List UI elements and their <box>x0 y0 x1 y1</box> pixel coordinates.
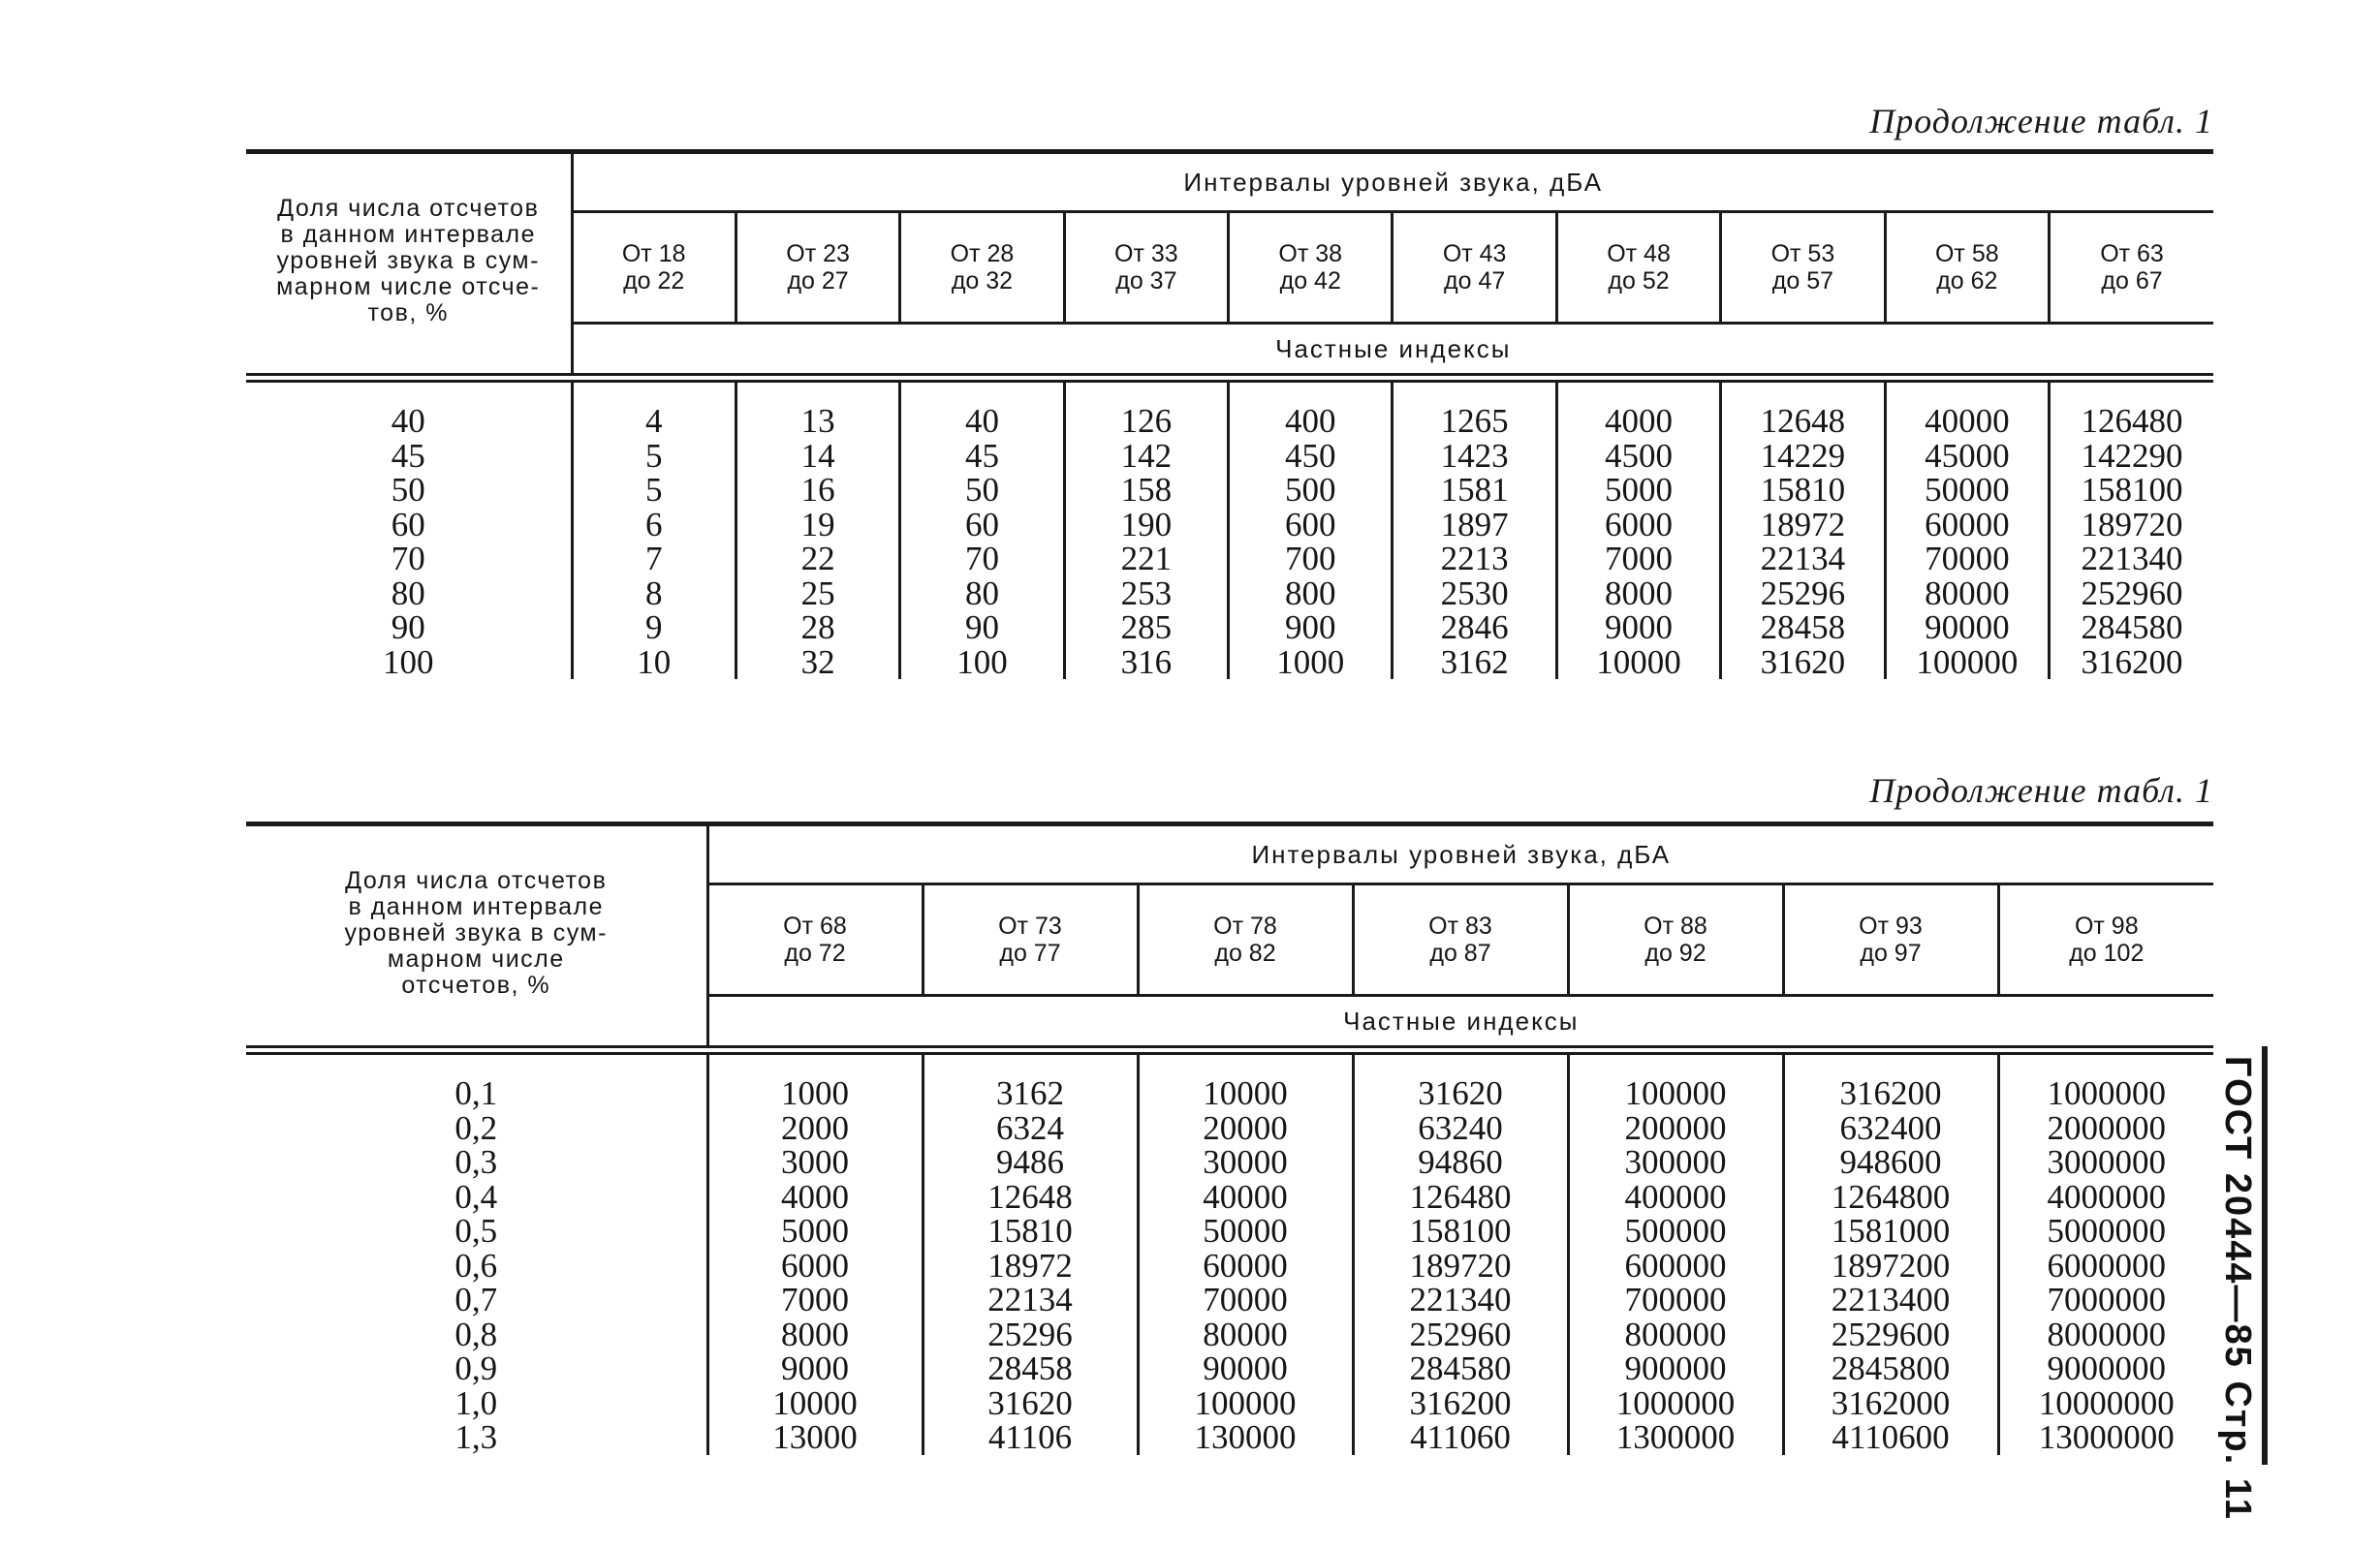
table2-header-row <box>246 824 2213 884</box>
range-header <box>1229 212 1393 324</box>
table-cell: 100000 <box>1568 1076 1783 1111</box>
table-cell: 6000 <box>707 1249 923 1284</box>
double-rule <box>246 1047 2213 1054</box>
row-label: 0,8 <box>246 1318 707 1352</box>
table-cell: 25296 <box>923 1318 1138 1352</box>
table-row <box>246 576 2213 611</box>
table-cell: 8 <box>572 576 736 611</box>
table-cell: 8000 <box>1556 576 1720 611</box>
table-cell: 142290 <box>2081 436 2183 475</box>
table-cell: 2000000 <box>2047 1108 2167 1147</box>
spacer-cell <box>1721 382 1885 405</box>
range-header <box>1353 884 1568 996</box>
row-header-line: в данном интервале <box>280 220 536 248</box>
double-rule-gap <box>246 1048 2213 1052</box>
table-cell: 800 <box>1229 576 1393 611</box>
table-cell: 80000 <box>1138 1318 1353 1352</box>
table-cell: 10000 <box>1138 1076 1353 1111</box>
double-rule-gap <box>246 376 2213 380</box>
row-label: 0,1 <box>246 1076 707 1111</box>
table1-double-rule <box>246 375 2213 382</box>
table-row <box>246 1351 2213 1386</box>
table2-double-rule <box>246 1047 2213 1054</box>
table-row <box>246 1420 2213 1455</box>
table-cell: 1000 <box>707 1076 923 1111</box>
table-cell: 190 <box>1064 508 1228 542</box>
table2-caption: Продолжение табл. 1 <box>1869 771 2213 810</box>
range-line: От 38 <box>1278 240 1343 267</box>
table-cell: 25296 <box>1721 576 1885 611</box>
spacer-cell <box>900 382 1064 405</box>
table-cell: 50000 <box>1885 473 2049 508</box>
row-header-line: тов, % <box>367 298 449 326</box>
row-header-line: уровней звука в сум- <box>276 246 540 274</box>
table-cell: 5 <box>572 439 736 474</box>
range-header <box>707 884 923 996</box>
table-cell: 31620 <box>1721 645 1885 680</box>
table-cell: 1423 <box>1393 439 1556 474</box>
table-cell: 316200 <box>1783 1076 1998 1111</box>
table-cell: 126480 <box>1353 1180 1568 1215</box>
table-cell: 9 <box>572 610 736 645</box>
row-label: 1,3 <box>246 1420 707 1455</box>
table-row <box>246 1076 2213 1111</box>
table-cell: 30000 <box>1138 1145 1353 1180</box>
spacer-cell <box>1229 382 1393 405</box>
table1-spacer <box>246 382 2213 405</box>
range-line: до 22 <box>623 267 685 294</box>
table-cell: 800000 <box>1568 1318 1783 1352</box>
table-cell: 316 <box>1064 645 1228 680</box>
range-line: От 68 <box>783 913 847 940</box>
table-cell: 12648 <box>923 1180 1138 1215</box>
spacer-cell <box>1783 1054 1998 1077</box>
table-cell: 40000 <box>1885 404 2049 439</box>
table-cell: 400000 <box>1568 1180 1783 1215</box>
range-line: От 53 <box>1770 240 1835 267</box>
table-cell: 100000 <box>1138 1386 1353 1421</box>
table-cell: 45 <box>900 439 1064 474</box>
table-cell: 13000000 <box>2038 1418 2175 1456</box>
range-header <box>1783 884 1998 996</box>
table-cell: 90000 <box>1885 610 2049 645</box>
range-line: до 77 <box>999 940 1061 967</box>
table-cell: 94860 <box>1353 1145 1568 1180</box>
table-cell: 28458 <box>923 1351 1138 1386</box>
table-cell: 25 <box>736 576 899 611</box>
range-line: От 78 <box>1213 913 1277 940</box>
range-line: до 57 <box>1771 267 1834 294</box>
table-row <box>246 404 2213 439</box>
table-cell: 7000 <box>707 1283 923 1318</box>
table1 <box>246 149 2213 679</box>
table-row <box>246 1145 2213 1180</box>
range-header <box>1568 884 1783 996</box>
table-cell: 316200 <box>1353 1386 1568 1421</box>
table-row <box>246 1111 2213 1146</box>
table-cell: 1000000 <box>1568 1386 1783 1421</box>
table-cell: 2846 <box>1393 610 1556 645</box>
spacer-cell <box>1064 382 1228 405</box>
table-cell: 700000 <box>1568 1283 1783 1318</box>
table-cell: 1000000 <box>2047 1074 2167 1112</box>
table-cell: 1581000 <box>1783 1214 1998 1249</box>
table-cell: 158100 <box>2081 471 2183 509</box>
spacer-cell <box>1353 1054 1568 1077</box>
table-cell: 100 <box>900 645 1064 680</box>
table-cell: 8000 <box>707 1318 923 1352</box>
row-label: 1,0 <box>246 1386 707 1421</box>
table-cell: 32 <box>736 645 899 680</box>
table-cell: 900000 <box>1568 1351 1783 1386</box>
table-cell: 50000 <box>1138 1214 1353 1249</box>
range-header <box>1998 884 2213 996</box>
table-cell: 100000 <box>1885 645 2049 680</box>
table-cell: 2529600 <box>1783 1318 1998 1352</box>
table-cell: 2213 <box>1393 542 1556 576</box>
table-cell: 10000 <box>1556 645 1720 680</box>
range-line: От 58 <box>1934 240 1999 267</box>
table-cell: 13000 <box>707 1420 923 1455</box>
table-cell: 7 <box>572 542 736 576</box>
table-cell: 284580 <box>2081 608 2183 646</box>
table-cell: 70000 <box>1138 1283 1353 1318</box>
table-cell: 18972 <box>923 1249 1138 1284</box>
table-row <box>246 1180 2213 1215</box>
table-cell: 4110600 <box>1783 1420 1998 1455</box>
table-cell: 90 <box>900 610 1064 645</box>
spacer-cell <box>1393 382 1556 405</box>
table-cell: 8000000 <box>2047 1315 2167 1353</box>
table-cell: 4500 <box>1556 439 1720 474</box>
table-cell: 2000 <box>707 1111 923 1146</box>
table-cell: 252960 <box>1353 1318 1568 1352</box>
double-rule <box>246 375 2213 382</box>
table-cell: 90000 <box>1138 1351 1353 1386</box>
row-label: 60 <box>246 508 572 542</box>
row-label: 70 <box>246 542 572 576</box>
table-cell: 411060 <box>1353 1420 1568 1455</box>
table-cell: 6000000 <box>2047 1246 2167 1285</box>
range-line: От 28 <box>950 240 1015 267</box>
table-cell: 4000 <box>1556 404 1720 439</box>
table-cell: 5000 <box>707 1214 923 1249</box>
table2-subtitle: Частные индексы <box>1343 1006 1580 1036</box>
spacer-cell <box>572 382 736 405</box>
side-rule <box>2262 1046 2268 1465</box>
table-cell: 285 <box>1064 610 1228 645</box>
row-label: 0,4 <box>246 1180 707 1215</box>
table-cell: 500 <box>1229 473 1393 508</box>
table-cell: 284580 <box>1353 1351 1568 1386</box>
range-line: От 18 <box>621 240 686 267</box>
range-header <box>1885 212 2049 324</box>
table-cell: 50 <box>900 473 1064 508</box>
table-cell: 80 <box>900 576 1064 611</box>
table-cell: 1264800 <box>1783 1180 1998 1215</box>
table-cell: 142 <box>1064 439 1228 474</box>
range-line: От 93 <box>1859 913 1923 940</box>
table1-subtitle: Частные индексы <box>1275 333 1512 363</box>
table-cell: 1897200 <box>1783 1249 1998 1284</box>
table-cell: 600000 <box>1568 1249 1783 1284</box>
row-header-line: в данном интервале <box>348 892 604 920</box>
table-cell: 2530 <box>1393 576 1556 611</box>
range-line: до 72 <box>784 940 846 967</box>
row-label: 40 <box>246 404 572 439</box>
table-cell: 6 <box>572 508 736 542</box>
range-header <box>1556 212 1720 324</box>
page-side-label: ГОСТ 20444—85 Стр. 11 <box>2217 1056 2258 1521</box>
range-line: От 63 <box>2100 240 2164 267</box>
table2-span-title: Интервалы уровней звука, дБА <box>707 824 2213 884</box>
table-cell: 300000 <box>1568 1145 1783 1180</box>
range-line: до 47 <box>1444 267 1506 294</box>
table-cell: 158 <box>1064 473 1228 508</box>
range-line: От 98 <box>2074 913 2139 940</box>
table-cell: 70000 <box>1885 542 2049 576</box>
table-cell: 253 <box>1064 576 1228 611</box>
table-cell: 63240 <box>1353 1111 1568 1146</box>
table-row <box>246 542 2213 576</box>
table-cell: 400 <box>1229 404 1393 439</box>
table-cell: 14 <box>736 439 899 474</box>
spacer-cell <box>246 1054 707 1077</box>
table-cell: 1300000 <box>1568 1420 1783 1455</box>
range-line: От 33 <box>1114 240 1178 267</box>
table-row <box>246 473 2213 508</box>
table-cell: 9000000 <box>2047 1349 2167 1387</box>
table-cell: 5 <box>572 473 736 508</box>
table-cell: 189720 <box>2081 505 2183 543</box>
table-cell: 900 <box>1229 610 1393 645</box>
table-cell: 9486 <box>923 1145 1138 1180</box>
table-cell: 1265 <box>1393 404 1556 439</box>
range-line: до 27 <box>787 267 849 294</box>
table-cell: 2845800 <box>1783 1351 1998 1386</box>
row-label: 50 <box>246 473 572 508</box>
table-cell: 10000000 <box>2038 1383 2175 1422</box>
table2-row-header <box>246 824 707 1047</box>
table-cell: 2213400 <box>1783 1283 1998 1318</box>
range-header <box>572 212 736 324</box>
table2-spacer <box>246 1054 2213 1077</box>
row-header-line: Доля числа отсчетов <box>277 194 540 222</box>
range-line: до 67 <box>2101 267 2163 294</box>
table-cell: 200000 <box>1568 1111 1783 1146</box>
range-line: до 52 <box>1608 267 1670 294</box>
range-line: до 32 <box>951 267 1014 294</box>
table-cell: 189720 <box>1353 1249 1568 1284</box>
spacer-cell <box>1138 1054 1353 1077</box>
table-cell: 22134 <box>1721 542 1885 576</box>
table-cell: 3162 <box>1393 645 1556 680</box>
table-row <box>246 645 2213 680</box>
row-label: 0,9 <box>246 1351 707 1386</box>
row-header-line: Доля числа отсчетов <box>345 866 608 894</box>
table-row <box>246 439 2213 474</box>
table-cell: 31620 <box>1353 1076 1568 1111</box>
range-line: От 88 <box>1644 913 1707 940</box>
range-header <box>736 212 899 324</box>
table-cell: 31620 <box>923 1386 1138 1421</box>
row-label: 80 <box>246 576 572 611</box>
table-cell: 15810 <box>923 1214 1138 1249</box>
table-cell: 221340 <box>2081 540 2183 577</box>
row-header-line: марном числе <box>387 945 565 973</box>
table-cell: 22134 <box>923 1283 1138 1318</box>
range-line: до 92 <box>1644 940 1707 967</box>
table-cell: 22 <box>736 542 899 576</box>
range-line: до 97 <box>1860 940 1922 967</box>
table-cell: 450 <box>1229 439 1393 474</box>
table-row <box>246 1214 2213 1249</box>
table-cell: 16 <box>736 473 899 508</box>
table-cell: 948600 <box>1783 1145 1998 1180</box>
table-cell: 28458 <box>1721 610 1885 645</box>
table-cell: 14229 <box>1721 439 1885 474</box>
table-cell: 1897 <box>1393 508 1556 542</box>
range-header <box>1064 212 1228 324</box>
table-cell: 60000 <box>1138 1249 1353 1284</box>
range-line: до 62 <box>1936 267 1998 294</box>
row-header-line: уровней звука в сум- <box>344 918 608 946</box>
spacer-cell <box>1998 1054 2213 1077</box>
table-cell: 500000 <box>1568 1214 1783 1249</box>
range-line: От 83 <box>1428 913 1492 940</box>
row-label: 45 <box>246 439 572 474</box>
table-cell: 10000 <box>707 1386 923 1421</box>
table-cell: 3162 <box>923 1076 1138 1111</box>
range-line: до 42 <box>1279 267 1341 294</box>
table-cell: 1000 <box>1229 645 1393 680</box>
table-cell: 221340 <box>1353 1283 1568 1318</box>
table-cell: 158100 <box>1353 1214 1568 1249</box>
table-cell: 252960 <box>2081 574 2183 612</box>
spacer-cell <box>246 382 572 405</box>
table-cell: 3000 <box>707 1145 923 1180</box>
row-label: 0,2 <box>246 1111 707 1146</box>
row-label: 0,7 <box>246 1283 707 1318</box>
row-label: 0,3 <box>246 1145 707 1180</box>
table-cell: 7000 <box>1556 542 1720 576</box>
range-header <box>2050 212 2214 324</box>
row-label: 100 <box>246 645 572 680</box>
row-header-line: отсчетов, % <box>401 971 551 999</box>
row-label: 90 <box>246 610 572 645</box>
table-cell: 316200 <box>2081 642 2183 681</box>
range-header <box>900 212 1064 324</box>
range-header <box>1393 212 1556 324</box>
table-cell: 12648 <box>1721 404 1885 439</box>
table-cell: 600 <box>1229 508 1393 542</box>
table-row <box>246 1283 2213 1318</box>
table-cell: 5000000 <box>2047 1212 2167 1250</box>
table-cell: 80000 <box>1885 576 2049 611</box>
range-line: От 73 <box>998 913 1062 940</box>
table-cell: 7000000 <box>2047 1281 2167 1318</box>
spacer-cell <box>707 1054 923 1077</box>
range-line: до 102 <box>2069 940 2145 967</box>
range-line: до 82 <box>1214 940 1276 967</box>
spacer-cell <box>736 382 899 405</box>
range-header <box>1721 212 1885 324</box>
table-cell: 1581 <box>1393 473 1556 508</box>
range-header <box>923 884 1138 996</box>
row-label: 0,6 <box>246 1249 707 1284</box>
table1-caption: Продолжение табл. 1 <box>1869 102 2213 140</box>
row-header-line: марном числе отсче- <box>276 272 541 300</box>
table-cell: 15810 <box>1721 473 1885 508</box>
table-cell: 40000 <box>1138 1180 1353 1215</box>
range-line: От 23 <box>786 240 850 267</box>
table-row <box>246 1386 2213 1421</box>
table-cell: 126 <box>1064 404 1228 439</box>
table2 <box>246 822 2213 1455</box>
table1-row-header <box>246 152 572 375</box>
range-line: до 87 <box>1429 940 1491 967</box>
table-cell: 60000 <box>1885 508 2049 542</box>
table-cell: 60 <box>900 508 1064 542</box>
table-row <box>246 508 2213 542</box>
range-line: От 48 <box>1607 240 1671 267</box>
range-line: до 37 <box>1115 267 1177 294</box>
table-cell: 19 <box>736 508 899 542</box>
table-cell: 126480 <box>2081 402 2183 440</box>
table-cell: 45000 <box>1885 439 2049 474</box>
spacer-cell <box>1568 1054 1783 1077</box>
table-cell: 9000 <box>707 1351 923 1386</box>
table-cell: 6324 <box>923 1111 1138 1146</box>
table1-header-row <box>246 152 2213 212</box>
table-cell: 28 <box>736 610 899 645</box>
table-row <box>246 610 2213 645</box>
table-row <box>246 1249 2213 1284</box>
spacer-cell <box>2050 382 2214 405</box>
table-cell: 18972 <box>1721 508 1885 542</box>
table-cell: 4 <box>572 404 736 439</box>
spacer-cell <box>1556 382 1720 405</box>
table-cell: 3162000 <box>1783 1386 1998 1421</box>
spacer-cell <box>923 1054 1138 1077</box>
table-cell: 40 <box>900 404 1064 439</box>
table-cell: 13 <box>736 404 899 439</box>
table-cell: 4000 <box>707 1180 923 1215</box>
spacer-cell <box>1885 382 2049 405</box>
table-cell: 221 <box>1064 542 1228 576</box>
table-cell: 700 <box>1229 542 1393 576</box>
table-cell: 632400 <box>1783 1111 1998 1146</box>
table-cell: 41106 <box>923 1420 1138 1455</box>
row-label: 0,5 <box>246 1214 707 1249</box>
table-cell: 70 <box>900 542 1064 576</box>
table-cell: 10 <box>572 645 736 680</box>
table1-span-title: Интервалы уровней звука, дБА <box>572 152 2213 212</box>
table-cell: 20000 <box>1138 1111 1353 1146</box>
range-header <box>1138 884 1353 996</box>
table-row <box>246 1318 2213 1352</box>
table-cell: 5000 <box>1556 473 1720 508</box>
range-line: От 43 <box>1442 240 1507 267</box>
table-cell: 4000000 <box>2047 1177 2167 1216</box>
table-cell: 3000000 <box>2047 1143 2167 1181</box>
table-cell: 130000 <box>1138 1420 1353 1455</box>
table-cell: 9000 <box>1556 610 1720 645</box>
table-cell: 6000 <box>1556 508 1720 542</box>
